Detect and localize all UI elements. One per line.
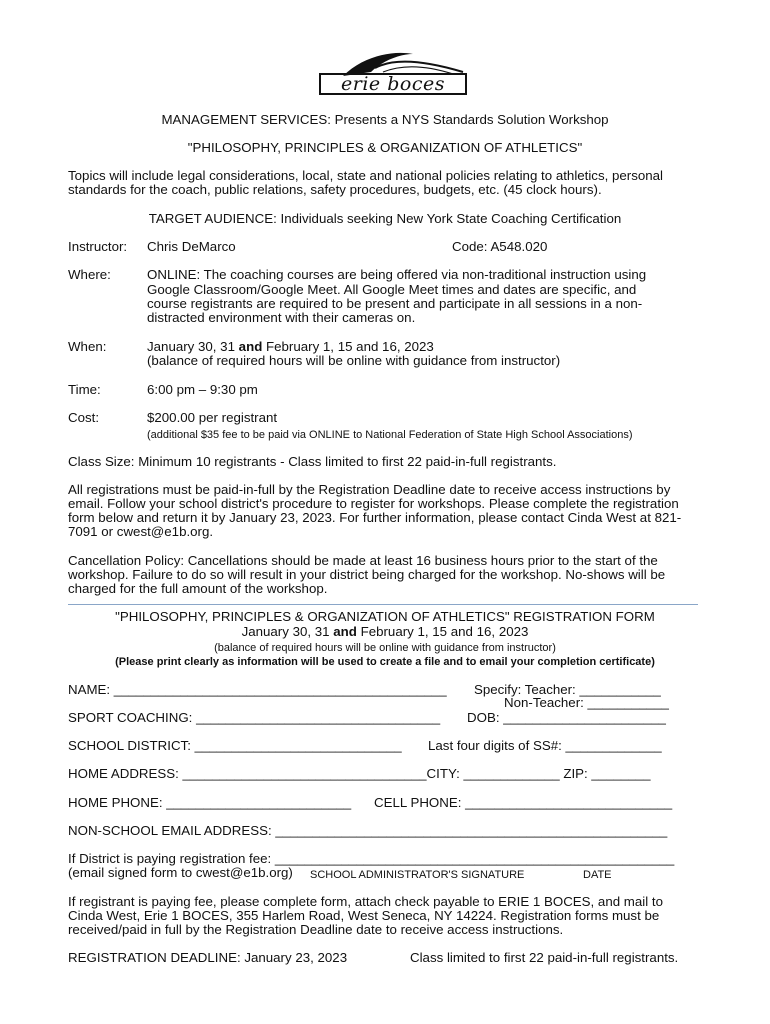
where-line-4: distracted environment with their cameras on. [147,310,416,325]
where-line-2: Google Classroom/Google Meet. All Google Meet times and dates are specific, and [147,282,637,297]
cancellation-line-3: charged for the full amount of the workshop. [68,581,328,596]
header-line-1: MANAGEMENT SERVICES: Presents a NYS Standards Solution Workshop [161,112,609,127]
where-line-1: ONLINE: The coaching courses are being offered via non-traditional instruction using [147,267,647,282]
topics-line-2: standards for the coach, public relations, safety procedures, budgets, etc. (45 clock hours). [68,182,602,197]
home-phone-field[interactable]: HOME PHONE: _________________________ [68,795,352,810]
instructor-label: Instructor: [68,239,128,254]
form-dates: January 30, 31 and February 1, 15 and 16, 2023 [241,624,529,639]
form-title: "PHILOSOPHY, PRINCIPLES & ORGANIZATION OF ATHLETICS" REGISTRATION FORM [115,609,655,624]
form-note: (balance of required hours will be online with guidance from instructor) [214,642,556,654]
mail-line-2: Cinda West, Erie 1 BOCES, 355 Harlem Road, West Seneca, NY 14224. Registration forms must be [68,908,660,923]
registration-line-4: 7091 or cwest@e1b.org. [68,524,214,539]
cancellation-line-2: workshop. Failure to do so will result in your district being charged for the workshop. No-shows will be [68,567,666,582]
dob-field[interactable]: DOB: ______________________ [467,710,666,725]
topics-line-1: Topics will include legal considerations, local, state and national policies relating to athletics, personal [68,168,664,183]
class-limit-note: Class limited to first 22 paid-in-full registrants. [410,950,679,965]
when-label: When: [68,339,107,354]
course-code: Code: A548.020 [452,239,548,254]
email-field[interactable]: NON-SCHOOL EMAIL ADDRESS: _____________________________________________________ [68,823,668,838]
when-note: (balance of required hours will be online with guidance from instructor) [147,353,561,368]
logo-text: erie boces [319,73,467,95]
admin-signature-label: SCHOOL ADMINISTRATOR'S SIGNATURE [310,869,525,881]
cancellation-line-1: Cancellation Policy: Cancellations should be made at least 16 business hours prior to the start of the [68,553,658,568]
name-field[interactable]: NAME: _____________________________________________ [68,682,447,697]
school-district-field[interactable]: SCHOOL DISTRICT: ____________________________ [68,738,402,753]
where-line-3: course registrants are required to be present and participate in all sessions in a non- [147,296,643,311]
where-label: Where: [68,267,111,282]
mail-line-1: If registrant is paying fee, please complete form, attach check payable to ERIE 1 BOCES, and mail to [68,894,663,909]
cell-phone-field[interactable]: CELL PHONE: ____________________________ [374,795,673,810]
when-dates: January 30, 31 and February 1, 15 and 16, 2023 [147,339,434,354]
district-fee-field[interactable]: If District is paying registration fee: ______________________________________________________ [68,851,675,866]
registration-line-2: email. Follow your school district's procedure to register for workshops. Please complete the registration [68,496,679,511]
cost-value: $200.00 per registrant [147,410,278,425]
registration-line-3: form below and return it by January 23, 2023. For further information, please contact Cinda West at 821- [68,510,682,525]
time-value: 6:00 pm – 9:30 pm [147,382,258,397]
cost-label: Cost: [68,410,100,425]
ssn-field[interactable]: Last four digits of SS#: _____________ [428,738,662,753]
time-label: Time: [68,382,101,397]
class-size: Class Size: Minimum 10 registrants - Class limited to first 22 paid-in-full registrants. [68,454,557,469]
erie-boces-logo [313,48,473,98]
non-teacher-field[interactable]: Non-Teacher: ___________ [504,695,669,710]
home-address-field[interactable]: HOME ADDRESS: _________________________________CITY: _____________ ZIP: ________ [68,766,651,781]
registration-line-1: All registrations must be paid-in-full by the Registration Deadline date to receive access instructions by [68,482,671,497]
fee-email-note: (email signed form to cwest@e1b.org) [68,865,293,880]
date-label: DATE [583,869,612,881]
sport-coaching-field[interactable]: SPORT COACHING: _________________________________ [68,710,441,725]
cost-note: (additional $35 fee to be paid via ONLINE to National Federation of State High School Associations) [147,429,633,441]
target-audience: TARGET AUDIENCE: Individuals seeking New York State Coaching Certification [148,211,622,226]
header-title: "PHILOSOPHY, PRINCIPLES & ORGANIZATION OF ATHLETICS" [187,140,583,155]
specify-teacher-field[interactable]: Specify: Teacher: ___________ [474,682,661,697]
mail-line-3: received/paid in full by the Registration Deadline date to receive access instructions. [68,922,564,937]
form-instruction: (Please print clearly as information will be used to create a file and to email your completion certificate) [115,656,655,668]
instructor-value: Chris DeMarco [147,239,236,254]
registration-deadline: REGISTRATION DEADLINE: January 23, 2023 [68,950,348,965]
section-divider [68,604,698,605]
